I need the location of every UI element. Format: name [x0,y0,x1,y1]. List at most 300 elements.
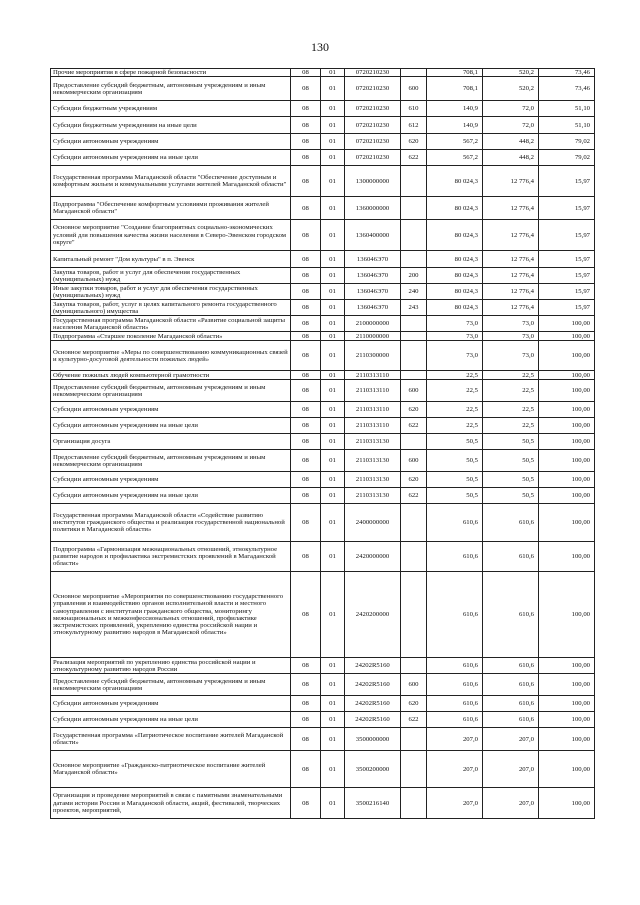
row-planned: 610,6 [427,712,483,728]
table-row [51,69,595,77]
table-row [51,712,595,728]
table-row [51,300,595,316]
row-name: Иные закупки товаров, работ и услуг для обеспечения государственных (муниципальных) нужд [51,284,291,300]
table-row [51,251,595,268]
row-executed: 610,6 [483,674,539,696]
row-percent: 100,00 [539,434,595,450]
row-name: Подпрограмма «Старшее поколение Магаданской области» [51,332,291,341]
row-expense-type [401,332,427,341]
row-section: 08 [291,572,321,658]
row-subsection: 01 [321,316,345,332]
row-section: 08 [291,371,321,380]
row-name: Основное мероприятие «Меры по совершенствованию коммуникационных связей и культурно-досуговой деятельности пожилых людей» [51,341,291,371]
row-target-code: 2400000000 [345,504,401,542]
row-subsection: 01 [321,268,345,284]
row-expense-type: 610 [401,101,427,117]
row-expense-type: 243 [401,300,427,316]
row-subsection: 01 [321,450,345,472]
row-planned: 567,2 [427,150,483,166]
row-percent: 79,02 [539,150,595,166]
row-name: Предоставление субсидий бюджетным, автономным учреждениям и иным некоммерческим организациям [51,77,291,101]
row-planned: 73,0 [427,332,483,341]
row-percent: 51,10 [539,101,595,117]
row-planned: 610,6 [427,674,483,696]
row-planned: 567,2 [427,134,483,150]
table-row [51,284,595,300]
table-row [51,728,595,751]
row-name: Прочие мероприятия в сфере пожарной безопасности [51,69,291,77]
row-expense-type [401,434,427,450]
row-section: 08 [291,197,321,220]
row-expense-type: 600 [401,450,427,472]
row-executed: 610,6 [483,572,539,658]
table-row [51,316,595,332]
row-section: 08 [291,788,321,819]
row-executed: 448,2 [483,150,539,166]
row-section: 08 [291,220,321,251]
table-row [51,418,595,434]
row-section: 08 [291,69,321,77]
row-subsection: 01 [321,150,345,166]
row-subsection: 01 [321,418,345,434]
row-planned: 73,0 [427,316,483,332]
row-name: Закупка товаров, работ и услуг для обеспечения государственных (муниципальных) нужд [51,268,291,284]
row-percent: 100,00 [539,316,595,332]
row-subsection: 01 [321,371,345,380]
table-row [51,220,595,251]
table-row [51,197,595,220]
row-section: 08 [291,712,321,728]
row-planned: 610,6 [427,504,483,542]
row-planned: 207,0 [427,728,483,751]
row-executed: 520,2 [483,69,539,77]
row-planned: 140,9 [427,101,483,117]
row-expense-type: 600 [401,674,427,696]
row-subsection: 01 [321,166,345,197]
row-planned: 50,5 [427,488,483,504]
table-row [51,658,595,674]
row-planned: 22,5 [427,380,483,402]
row-percent: 79,02 [539,134,595,150]
row-target-code: 2110313110 [345,402,401,418]
row-planned: 22,5 [427,418,483,434]
row-executed: 12 776,4 [483,251,539,268]
row-name: Организация и проведение мероприятий в связи с памятными знаменательными датами истории России и Магаданской области, акций, фестивалей, творческих проектов, мероприятий, [51,788,291,819]
row-section: 08 [291,434,321,450]
table-row [51,472,595,488]
row-expense-type: 612 [401,117,427,134]
row-name: Основное мероприятие «Мероприятия по совершенствованию государственного управления и взаимодействию органов исполнительной власти и местного самоуправления с институтами гражданского общества, мониторингу межнациональных и межконфессиональных отношений, профилактике экстремистских проявлений, укреплению единства российской нации и этнокультурному развитию народов в Магаданской области» [51,572,291,658]
row-executed: 12 776,4 [483,284,539,300]
row-target-code: 1360000000 [345,197,401,220]
row-expense-type: 620 [401,472,427,488]
row-executed: 73,0 [483,341,539,371]
row-section: 08 [291,674,321,696]
row-target-code: 3500216140 [345,788,401,819]
row-executed: 610,6 [483,504,539,542]
row-section: 08 [291,284,321,300]
row-target-code: 2420200000 [345,572,401,658]
row-percent: 100,00 [539,418,595,434]
row-target-code: 0720210230 [345,150,401,166]
row-subsection: 01 [321,788,345,819]
row-planned: 22,5 [427,402,483,418]
row-expense-type: 620 [401,402,427,418]
row-subsection: 01 [321,472,345,488]
row-executed: 22,5 [483,402,539,418]
table-row [51,488,595,504]
row-expense-type: 622 [401,418,427,434]
table-row [51,751,595,788]
row-expense-type [401,371,427,380]
row-subsection: 01 [321,380,345,402]
row-expense-type: 620 [401,134,427,150]
row-target-code: 3500200000 [345,751,401,788]
table-row [51,434,595,450]
row-planned: 207,0 [427,751,483,788]
row-percent: 100,00 [539,380,595,402]
row-executed: 72,0 [483,101,539,117]
row-subsection: 01 [321,284,345,300]
row-target-code: 2110313130 [345,450,401,472]
row-percent: 15,97 [539,284,595,300]
row-executed: 610,6 [483,542,539,572]
table-row [51,572,595,658]
row-executed: 448,2 [483,134,539,150]
table-row [51,674,595,696]
row-percent: 100,00 [539,572,595,658]
row-section: 08 [291,268,321,284]
row-executed: 12 776,4 [483,197,539,220]
row-section: 08 [291,117,321,134]
row-subsection: 01 [321,542,345,572]
row-executed: 207,0 [483,728,539,751]
row-section: 08 [291,300,321,316]
row-planned: 50,5 [427,434,483,450]
page-number: 130 [311,40,329,54]
row-section: 08 [291,696,321,712]
row-percent: 15,97 [539,166,595,197]
row-section: 08 [291,658,321,674]
row-name: Государственная программа «Патриотическое воспитание жителей Магаданской области» [51,728,291,751]
row-percent: 100,00 [539,696,595,712]
row-name: Государственная программа Магаданской области «Развитие социальной защиты населения Магаданской области» [51,316,291,332]
row-expense-type [401,166,427,197]
row-expense-type: 240 [401,284,427,300]
row-percent: 100,00 [539,788,595,819]
row-percent: 100,00 [539,450,595,472]
row-planned: 80 024,3 [427,251,483,268]
row-percent: 100,00 [539,658,595,674]
row-target-code: 24202R5160 [345,658,401,674]
row-subsection: 01 [321,674,345,696]
row-expense-type [401,542,427,572]
table-row [51,332,595,341]
row-percent: 73,46 [539,77,595,101]
row-section: 08 [291,332,321,341]
row-section: 08 [291,150,321,166]
row-section: 08 [291,488,321,504]
row-target-code: 2110313130 [345,488,401,504]
row-name: Организация досуга [51,434,291,450]
row-section: 08 [291,77,321,101]
row-section: 08 [291,316,321,332]
row-expense-type: 620 [401,696,427,712]
row-executed: 207,0 [483,751,539,788]
row-name: Основное мероприятие «Гражданско-патриотическое воспитание жителей Магаданской области» [51,751,291,788]
row-name: Субсидии автономным учреждениям на иные цели [51,488,291,504]
row-section: 08 [291,341,321,371]
row-planned: 207,0 [427,788,483,819]
table-row [51,341,595,371]
row-subsection: 01 [321,696,345,712]
row-planned: 610,6 [427,572,483,658]
row-executed: 73,0 [483,316,539,332]
row-section: 08 [291,251,321,268]
row-percent: 100,00 [539,542,595,572]
table-row [51,117,595,134]
row-subsection: 01 [321,488,345,504]
row-name: Субсидии автономным учреждениям [51,134,291,150]
table-row [51,402,595,418]
row-name: Закупка товаров, работ, услуг в целях капитального ремонта государственного (муниципального) имущества [51,300,291,316]
row-percent: 100,00 [539,402,595,418]
row-subsection: 01 [321,117,345,134]
row-planned: 708,1 [427,69,483,77]
row-target-code: 136046Э70 [345,268,401,284]
row-target-code: 1360400000 [345,220,401,251]
row-executed: 610,6 [483,696,539,712]
row-expense-type [401,751,427,788]
row-expense-type: 600 [401,380,427,402]
row-target-code: 2110313110 [345,371,401,380]
table-row [51,150,595,166]
row-name: Субсидии бюджетным учреждениям на иные цели [51,117,291,134]
row-target-code: 0720210230 [345,134,401,150]
row-expense-type: 622 [401,150,427,166]
row-section: 08 [291,402,321,418]
row-planned: 50,5 [427,472,483,488]
row-executed: 50,5 [483,450,539,472]
budget-table-body [51,69,595,819]
row-subsection: 01 [321,434,345,450]
row-executed: 610,6 [483,658,539,674]
row-target-code: 3500000000 [345,728,401,751]
row-section: 08 [291,504,321,542]
table-row [51,101,595,117]
row-section: 08 [291,101,321,117]
row-subsection: 01 [321,251,345,268]
row-planned: 80 024,3 [427,300,483,316]
row-executed: 22,5 [483,371,539,380]
row-section: 08 [291,751,321,788]
row-planned: 50,5 [427,450,483,472]
row-percent: 100,00 [539,728,595,751]
row-section: 08 [291,450,321,472]
row-percent: 100,00 [539,488,595,504]
row-percent: 15,97 [539,268,595,284]
row-expense-type [401,316,427,332]
row-subsection: 01 [321,69,345,77]
row-target-code: 2110313130 [345,472,401,488]
row-name: Субсидии автономным учреждениям [51,402,291,418]
row-target-code: 0720210230 [345,117,401,134]
row-subsection: 01 [321,220,345,251]
row-target-code: 2110313130 [345,434,401,450]
budget-table [50,68,595,819]
row-percent: 15,97 [539,300,595,316]
row-target-code: 2110000000 [345,332,401,341]
row-expense-type [401,504,427,542]
row-target-code: 136046Э70 [345,284,401,300]
row-target-code: 2110300000 [345,341,401,371]
table-row [51,134,595,150]
row-target-code: 2420000000 [345,542,401,572]
row-percent: 100,00 [539,504,595,542]
row-name: Государственная программа Магаданской области «Содействие развитию институтов гражданского общества и реализация государственной национальной политики в Магаданской области» [51,504,291,542]
row-percent: 15,97 [539,220,595,251]
row-section: 08 [291,472,321,488]
row-name: Обучение пожилых людей компьютерной грамотности [51,371,291,380]
row-planned: 610,6 [427,658,483,674]
table-row [51,268,595,284]
row-section: 08 [291,542,321,572]
table-row [51,77,595,101]
row-target-code: 136046Э70 [345,251,401,268]
row-name: Субсидии автономным учреждениям [51,696,291,712]
row-name: Реализация мероприятий по укреплению единства российской нации и этнокультурному развитию народов России [51,658,291,674]
table-row [51,371,595,380]
row-percent: 15,97 [539,251,595,268]
row-target-code: 2110313110 [345,380,401,402]
table-row [51,542,595,572]
row-target-code: 24202R5160 [345,712,401,728]
row-percent: 100,00 [539,472,595,488]
row-percent: 51,10 [539,117,595,134]
table-row [51,696,595,712]
table-row [51,166,595,197]
row-executed: 12 776,4 [483,300,539,316]
row-executed: 22,5 [483,418,539,434]
row-name: Основное мероприятие "Создание благоприятных социально-экономических условий для повышения качества жизни населения в Северо-Эвенском городском округе" [51,220,291,251]
row-name: Государственная программа Магаданской области "Обеспечение доступным и комфортным жильем и коммунальными услугами жителей Магаданской области" [51,166,291,197]
row-planned: 80 024,3 [427,220,483,251]
row-executed: 12 776,4 [483,220,539,251]
row-subsection: 01 [321,300,345,316]
row-executed: 207,0 [483,788,539,819]
row-executed: 50,5 [483,472,539,488]
row-executed: 610,6 [483,712,539,728]
row-target-code: 1300000000 [345,166,401,197]
row-executed: 520,2 [483,77,539,101]
row-subsection: 01 [321,712,345,728]
row-expense-type [401,572,427,658]
row-section: 08 [291,380,321,402]
row-name: Предоставление субсидий бюджетным, автономным учреждениям и иным некоммерческим организациям [51,674,291,696]
row-name: Субсидии автономным учреждениям [51,472,291,488]
row-planned: 80 024,3 [427,166,483,197]
row-expense-type [401,251,427,268]
row-executed: 50,5 [483,434,539,450]
row-expense-type: 200 [401,268,427,284]
row-percent: 100,00 [539,712,595,728]
row-planned: 708,1 [427,77,483,101]
row-target-code: 0720210230 [345,101,401,117]
row-name: Предоставление субсидий бюджетным, автономным учреждениям и иным некоммерческим организациям [51,450,291,472]
row-planned: 22,5 [427,371,483,380]
row-name: Подпрограмма "Обеспечение комфортным условиями проживания жителей Магаданской области" [51,197,291,220]
row-target-code: 0720210230 [345,77,401,101]
row-percent: 73,46 [539,69,595,77]
row-name: Субсидии автономным учреждениям на иные цели [51,418,291,434]
row-expense-type [401,69,427,77]
row-subsection: 01 [321,197,345,220]
row-expense-type: 622 [401,488,427,504]
row-expense-type [401,341,427,371]
row-expense-type [401,658,427,674]
row-planned: 140,9 [427,117,483,134]
row-executed: 72,0 [483,117,539,134]
row-target-code: 24202R5160 [345,674,401,696]
table-row [51,788,595,819]
row-executed: 12 776,4 [483,268,539,284]
row-expense-type [401,728,427,751]
row-percent: 100,00 [539,371,595,380]
row-subsection: 01 [321,402,345,418]
row-name: Капитальный ремонт "Дом культуры" в п. Эвенск [51,251,291,268]
row-executed: 22,5 [483,380,539,402]
table-row [51,504,595,542]
row-section: 08 [291,728,321,751]
row-target-code: 0720210230 [345,69,401,77]
row-subsection: 01 [321,77,345,101]
row-subsection: 01 [321,658,345,674]
row-expense-type [401,220,427,251]
row-target-code: 2100000000 [345,316,401,332]
row-subsection: 01 [321,332,345,341]
row-percent: 100,00 [539,674,595,696]
table-row [51,380,595,402]
row-percent: 100,00 [539,332,595,341]
row-section: 08 [291,166,321,197]
row-section: 08 [291,418,321,434]
row-planned: 80 024,3 [427,268,483,284]
row-name: Субсидии автономным учреждениям на иные цели [51,150,291,166]
row-executed: 73,0 [483,332,539,341]
row-target-code: 136046Э70 [345,300,401,316]
row-percent: 15,97 [539,197,595,220]
row-subsection: 01 [321,728,345,751]
row-percent: 100,00 [539,751,595,788]
row-name: Субсидии бюджетным учреждениям [51,101,291,117]
row-name: Подпрограмма «Гармонизация межнациональных отношений, этнокультурное развитие народов и профилактика экстремистских проявлений в Магаданской области» [51,542,291,572]
row-expense-type: 600 [401,77,427,101]
row-subsection: 01 [321,341,345,371]
row-expense-type: 622 [401,712,427,728]
row-planned: 80 024,3 [427,284,483,300]
row-subsection: 01 [321,101,345,117]
row-executed: 12 776,4 [483,166,539,197]
row-name: Предоставление субсидий бюджетным, автономным учреждениям и иным некоммерческим организациям [51,380,291,402]
row-target-code: 24202R5160 [345,696,401,712]
table-row [51,450,595,472]
row-planned: 80 024,3 [427,197,483,220]
row-expense-type [401,788,427,819]
row-subsection: 01 [321,572,345,658]
row-section: 08 [291,134,321,150]
row-executed: 50,5 [483,488,539,504]
row-subsection: 01 [321,134,345,150]
